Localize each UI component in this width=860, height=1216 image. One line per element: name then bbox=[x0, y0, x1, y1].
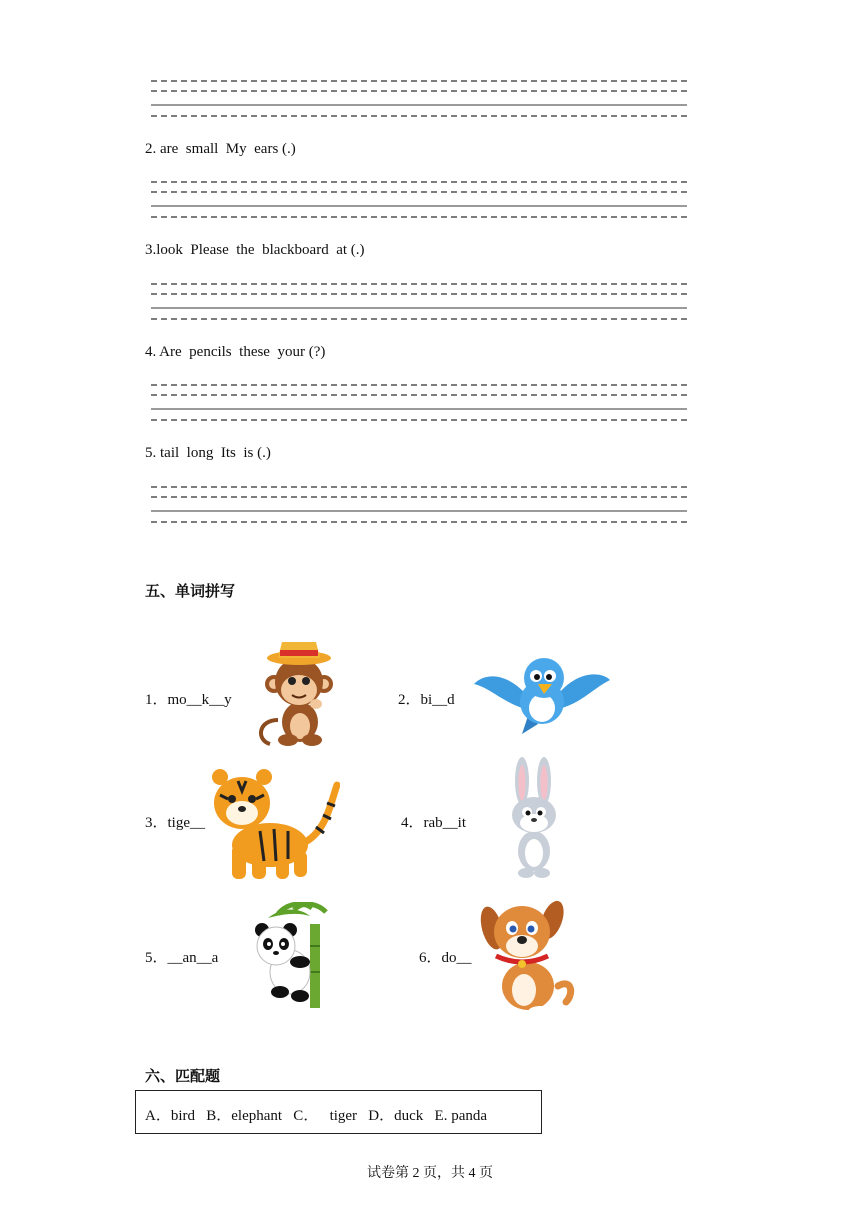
spelling-item-1: 1．mo__k__y bbox=[145, 692, 232, 708]
sentence-5: 5. tail long Its is (.) bbox=[145, 445, 271, 461]
spelling-item-5: 5．__an__a bbox=[145, 950, 219, 966]
writing-lines-3 bbox=[151, 283, 687, 321]
spelling-item-2: 2．bi__d bbox=[398, 692, 455, 708]
panda-icon bbox=[238, 902, 338, 1008]
writing-lines-4 bbox=[151, 384, 687, 422]
spelling-item-3: 3．tige__ bbox=[145, 815, 205, 831]
options-text: A．bird B．elephant C． tiger D．duck E. panda bbox=[145, 1108, 488, 1124]
section6-heading: 六、匹配题 bbox=[145, 1067, 221, 1085]
monkey-icon bbox=[258, 640, 338, 750]
sentence-2: 2. are small My ears (.) bbox=[145, 141, 296, 157]
dog-icon bbox=[478, 890, 578, 1020]
rabbit-icon bbox=[500, 757, 570, 881]
options-box bbox=[135, 1090, 542, 1134]
writing-lines-5 bbox=[151, 486, 687, 524]
sentence-4: 4. Are pencils these your (?) bbox=[145, 344, 326, 360]
spelling-item-6: 6．do__ bbox=[419, 950, 472, 966]
page-footer: 试卷第 2 页，共 4 页 bbox=[367, 1166, 493, 1181]
tiger-icon bbox=[210, 765, 340, 883]
writing-lines-1 bbox=[151, 80, 687, 118]
section5-heading: 五、单词拼写 bbox=[145, 582, 236, 600]
sentence-3: 3.look Please the blackboard at (.) bbox=[145, 242, 365, 258]
spelling-item-4: 4．rab__it bbox=[401, 815, 466, 831]
bird-icon bbox=[472, 650, 612, 738]
writing-lines-2 bbox=[151, 181, 687, 219]
